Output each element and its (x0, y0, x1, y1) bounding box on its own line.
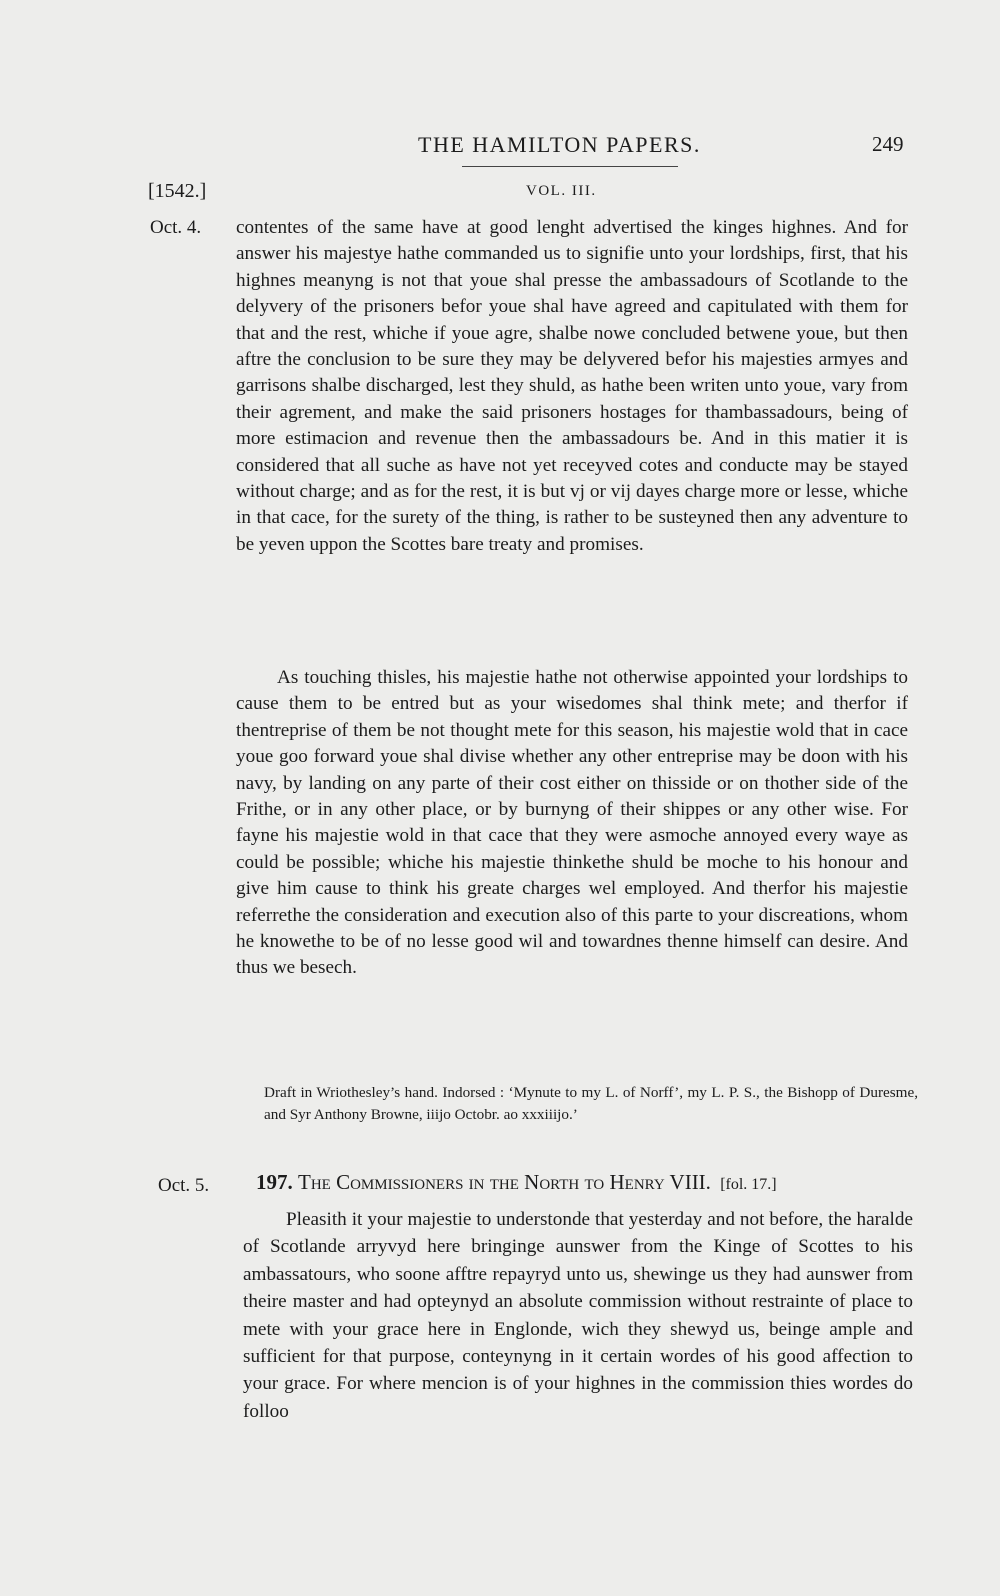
page-number: 249 (872, 132, 904, 156)
year-marker: [1542.] (148, 180, 207, 202)
running-title: THE HAMILTON PAPERS. (418, 132, 701, 157)
entry-date: Oct. 4. (150, 217, 202, 238)
letter-title: The Commissioners in the North to Henry VIII. (298, 1170, 711, 1194)
entry-date: Oct. 5. (158, 1175, 210, 1196)
letter-paragraph: Pleasith it your majestie to understonde that yesterday and not before, the haralde of Scotlande arryvyd here bringinge aunswer from the Kinge of Scottes to his ambassatours, who soone afftre repayryd unto us, shewinge us they had aunswer from theire master and had opteynyd an absolute commission without restrainte of place to mete with your grace here in Englonde, wich they shewyd us, beinge ample and sufficient for that purpose, conteynyng in it certain wordes of his good affection to your grace. For where mencion is of your highnes in the commission thies wordes do folloo (243, 1209, 913, 1422)
letter-paragraph: contentes of the same have at good lenght advertised the kinges highnes. And for answer his majestye hathe commanded us to signifie unto your lordships, first, that his highnes meanyng is not that youe shal presse the ambassadours of Scotlande to the delyvery of the prisoners befor youe shal have agreed and capitulated with them for that and the rest, whiche if youe agre, shalbe nowe concluded betwene youe, but then aftre the conclusion to be sure they may be delyvered befor his majesties armyes and garrisons shalbe discharged, lest they shuld, as hathe been writen unto youe, vary from their agrement, and make the said prisoners hostages for thambassadours, being of more estimacion and revenue then the ambassadours be. And in this matier it is considered that all suche as have not yet receyved cotes and conducte may be stayed without charge; and as for the rest, it is but vj or vij dayes charge more or lesse, whiche in that cace, for the surety of the thing, is rather to be susteyned then any adventure to be yeven uppon the Scottes bare treaty and promises. (236, 217, 908, 555)
letter-heading (256, 1170, 777, 1195)
header-rule (462, 166, 678, 167)
editorial-note: Draft in Wriothesley’s hand. Indorsed : ‘Mynute to my L. of Norff’, my L. P. S., the Bishopp of Duresme, and Syr Anthony Browne, iiijo Octobr. ao xxxiiijo.’ (264, 1084, 918, 1123)
letter-number: 197. (256, 1170, 293, 1194)
folio-reference: [fol. 17.] (720, 1176, 777, 1193)
letter-paragraph: As touching thisles, his majestie hathe not otherwise appointed your lordships to cause them to be entred but as your wisedomes shal think mete; and therfor if thentreprise of them be not thought mete for this season, his majestie wold that in cace youe goo forward youe shal divise whether any other entreprise may be doon with his navy, by landing on any parte of their cost either on thisside or on thother side of the Frithe, or in any other place, or by burnyng of their shippes or any other wise. For fayne his majestie wold in that cace that they were asmoche annoyed every waye as could be possible; whiche his majestie thinkethe shuld be moche to his honour and give him cause to think his greate charges wel employed. And therfor his majestie referrethe the consideration and execution also of this parte to your discreations, whom he knowethe to be of no lesse good wil and towardnes thenne himself can desire. And thus we besech. (236, 667, 908, 979)
volume-label: VOL. III. (526, 183, 597, 199)
